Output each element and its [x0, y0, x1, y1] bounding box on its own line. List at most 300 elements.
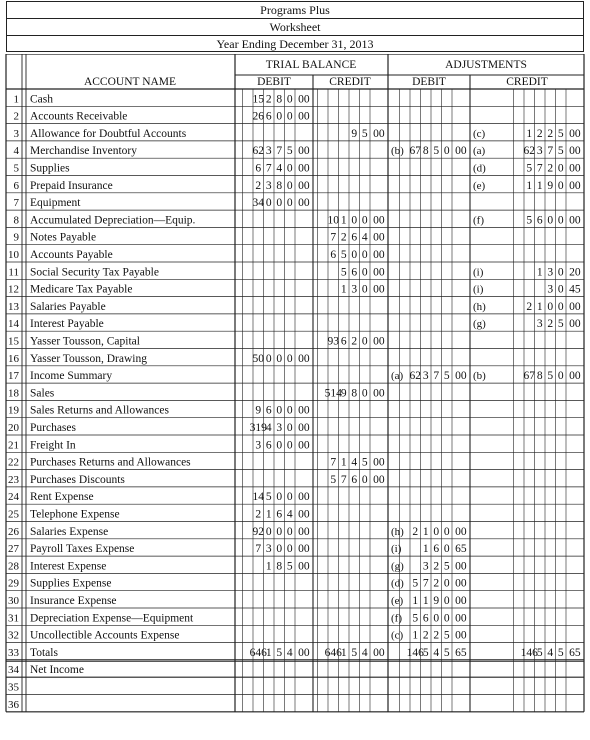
- tb-debit-cents: 00: [298, 162, 310, 175]
- tb-debit-digit: 0: [286, 543, 293, 556]
- adj-debit-cents: 00: [455, 577, 467, 590]
- account-name: Medicare Tax Payable: [30, 283, 133, 296]
- tb-debit-digit: 8: [276, 560, 283, 573]
- adj-credit-adj-label: (i): [473, 283, 484, 296]
- adj-debit-digit: 8: [422, 145, 429, 158]
- adj-credit-cents: 20: [569, 266, 581, 279]
- adj-credit-digit: 9: [547, 179, 554, 192]
- row-number: 28: [8, 560, 19, 573]
- tb-debit-digit: 1: [265, 646, 272, 659]
- account-name: Sales: [30, 387, 55, 400]
- tb-debit-digit: 0: [286, 422, 293, 434]
- adj-credit-digit: 1: [526, 179, 533, 192]
- tb-debit-digit: 0: [286, 525, 293, 538]
- tb-debit-digit: 1: [265, 508, 272, 521]
- row-number: 32: [8, 629, 19, 642]
- adj-credit-adj-label: (a): [473, 145, 486, 158]
- tb-credit-digit: 7: [330, 456, 337, 469]
- tb-debit-digit: 319: [249, 422, 267, 434]
- adj-debit-digit: 2: [433, 629, 440, 642]
- tb-credit-digit: 0: [361, 266, 368, 279]
- account-name: Yasser Tousson, Drawing: [30, 352, 147, 365]
- tb-debit-digit: 14: [252, 491, 264, 504]
- adj-credit-digit: 5: [526, 214, 533, 227]
- tb-debit-digit: 4: [286, 508, 293, 521]
- tb-credit-digit: 93: [327, 335, 339, 348]
- tb-debit-cents: 00: [298, 93, 310, 106]
- adj-debit-digit: 0: [443, 543, 450, 556]
- period-line: Year Ending December 31, 2013: [6, 35, 584, 52]
- adj-debit-cents: 00: [455, 629, 467, 642]
- row-number: 29: [8, 577, 19, 590]
- adj-debit-digit: 2: [433, 577, 440, 590]
- adj-credit-digit: 5: [557, 127, 564, 140]
- adj-debit-cents: 65: [455, 646, 467, 659]
- tb-debit-digit: 0: [276, 197, 283, 210]
- account-name: Depreciation Expense—Equipment: [30, 612, 194, 625]
- row-number: 27: [8, 543, 19, 556]
- adj-debit-digit: 3: [422, 560, 429, 573]
- tb-debit-cents: 00: [298, 525, 310, 538]
- tb-credit-digit: 1: [340, 283, 347, 296]
- adj-debit-digit: 146: [406, 646, 424, 659]
- account-name: Uncollectible Accounts Expense: [30, 629, 180, 642]
- tb-debit-digit: 5: [276, 646, 283, 659]
- row-number: 1: [13, 93, 19, 106]
- row-number: 6: [13, 179, 19, 192]
- tb-debit-cents: 00: [298, 491, 310, 504]
- adj-credit-cents: 65: [569, 646, 581, 659]
- adj-credit-adj-label: (e): [473, 179, 486, 192]
- tb-debit-digit: 4: [265, 422, 272, 434]
- tb-credit-digit: 2: [340, 231, 347, 244]
- adj-debit-adj-label: (d): [391, 577, 404, 590]
- tb-debit-digit: 0: [276, 439, 283, 452]
- tb-debit-digit: 0: [286, 491, 293, 504]
- row-number: 14: [8, 318, 19, 331]
- tb-credit-digit: 4: [361, 231, 368, 244]
- row-number: 26: [8, 525, 19, 538]
- row-number: 12: [8, 283, 19, 296]
- adj-credit-cents: 00: [569, 127, 581, 140]
- tb-credit-digit: 5: [340, 249, 347, 261]
- tb-credit-digit: 0: [351, 249, 358, 261]
- row-number: 10: [8, 249, 19, 261]
- row-number: 25: [8, 508, 19, 521]
- tb-debit-digit: 8: [276, 93, 283, 106]
- account-name: Accounts Receivable: [30, 110, 128, 123]
- adj-credit-digit: 5: [557, 145, 564, 158]
- adj-credit-digit: 3: [536, 318, 543, 331]
- account-name: Salaries Expense: [30, 525, 109, 538]
- tb-debit-cents: 00: [298, 197, 310, 210]
- tb-credit-cents: 00: [373, 646, 385, 659]
- account-name: Telephone Expense: [30, 508, 120, 521]
- adj-credit-digit: 4: [547, 646, 554, 659]
- row-number: 18: [8, 387, 19, 400]
- tb-debit-digit: 0: [286, 179, 293, 192]
- adj-credit-adj-label: (g): [473, 318, 486, 331]
- row-number: 35: [8, 681, 19, 694]
- row-number: 8: [13, 214, 19, 227]
- account-name: Merchandise Inventory: [30, 145, 137, 158]
- adj-credit-digit: 2: [526, 300, 533, 313]
- tb-debit-digit: 6: [265, 404, 272, 417]
- row-number: 31: [8, 612, 19, 625]
- account-name: Payroll Taxes Expense: [30, 543, 135, 556]
- adj-debit-cents: 65: [455, 543, 467, 556]
- tb-credit-cents: 00: [373, 266, 385, 279]
- worksheet-title: Worksheet: [6, 18, 584, 35]
- tb-credit-cents: 00: [373, 249, 385, 261]
- adj-debit-digit: 7: [433, 370, 440, 383]
- tb-debit-digit: 5: [286, 560, 293, 573]
- adj-debit-digit: 62: [409, 370, 421, 383]
- adj-credit-digit: 0: [557, 300, 564, 313]
- trial-balance-header: TRIAL BALANCE: [265, 59, 357, 71]
- tb-debit-digit: 0: [286, 352, 293, 365]
- tb-debit-digit: 0: [276, 491, 283, 504]
- adj-credit-digit: 0: [547, 300, 554, 313]
- adj-credit-adj-label: (b): [473, 370, 486, 383]
- adj-debit-digit: 2: [433, 560, 440, 573]
- adj-credit-digit: 8: [536, 370, 543, 383]
- row-number: 2: [13, 110, 19, 123]
- tb-debit-digit: 0: [276, 110, 283, 123]
- row-number: 11: [8, 266, 19, 279]
- tb-debit-digit: 6: [265, 439, 272, 452]
- tb-debit-digit: 6: [255, 162, 262, 175]
- adj-credit-cents: 00: [569, 370, 581, 383]
- adj-debit-digit: 1: [422, 595, 429, 607]
- tb-credit-digit: 5: [340, 266, 347, 279]
- adj-credit-digit: 67: [523, 370, 535, 383]
- tb-debit-digit: 2: [265, 93, 272, 106]
- tb-debit-digit: 2: [255, 179, 262, 192]
- adj-credit-digit: 7: [536, 162, 543, 175]
- account-name: Purchases Returns and Allowances: [30, 456, 191, 469]
- adj-credit-digit: 7: [547, 145, 554, 158]
- adj-credit-digit: 2: [536, 127, 543, 140]
- adj-debit-digit: 5: [412, 577, 419, 590]
- adj-debit-adj-label: (a): [391, 370, 404, 383]
- adj-debit-adj-label: (c): [391, 629, 404, 642]
- tb-debit-digit: 0: [286, 110, 293, 123]
- tb-debit-digit: 4: [276, 162, 283, 175]
- tb-credit-digit: 5: [351, 646, 358, 659]
- tb-debit-digit: 0: [286, 162, 293, 175]
- tb-debit-digit: 0: [286, 404, 293, 417]
- tb-credit-digit: 5: [361, 127, 368, 140]
- adj-debit-digit: 5: [443, 646, 450, 659]
- worksheet-grid: [0, 54, 590, 738]
- tb-debit-cents: 00: [298, 646, 310, 659]
- adj-credit-digit: 5: [536, 646, 543, 659]
- adj-debit-digit: 1: [422, 525, 429, 538]
- tb-credit-digit: 0: [361, 214, 368, 227]
- adj-credit-digit: 3: [547, 283, 554, 296]
- adj-debit-digit: 0: [443, 577, 450, 590]
- tb-credit-cents: 00: [373, 456, 385, 469]
- tb-credit-digit: 3: [351, 283, 358, 296]
- tb-credit-digit: 6: [351, 266, 358, 279]
- tb-debit-cents: 00: [298, 422, 310, 434]
- tb-credit-digit: 1: [340, 456, 347, 469]
- adj-debit-digit: 5: [443, 560, 450, 573]
- tb-debit-digit: 50: [252, 352, 264, 365]
- tb-debit-digit: 0: [265, 525, 272, 538]
- adj-debit-digit: 0: [433, 525, 440, 538]
- tb-debit-digit: 8: [276, 179, 283, 192]
- tb-debit-cents: 00: [298, 439, 310, 452]
- adj-debit-digit: 2: [412, 525, 419, 538]
- adj-credit-digit: 1: [526, 127, 533, 140]
- adj-credit-adj-label: (h): [473, 300, 486, 313]
- adj-debit-digit: 1: [412, 629, 419, 642]
- tb-debit-digit: 2: [255, 508, 262, 521]
- adj-credit-digit: 146: [520, 646, 538, 659]
- account-name: Insurance Expense: [30, 595, 117, 607]
- tb-credit-cents: 00: [373, 387, 385, 400]
- tb-credit-digit: 0: [361, 335, 368, 348]
- adj-credit-digit: 0: [557, 266, 564, 279]
- adj-debit-digit: 9: [433, 595, 440, 607]
- adj-credit-adj-label: (c): [473, 127, 486, 140]
- row-number: 13: [8, 300, 19, 313]
- tb-credit-digit: 10: [327, 214, 339, 227]
- tb-debit-digit: 0: [286, 93, 293, 106]
- adj-credit-cents: 00: [569, 300, 581, 313]
- adj-debit-digit: 0: [443, 595, 450, 607]
- tb-credit-cents: 00: [373, 283, 385, 296]
- tb-debit-digit: 92: [252, 525, 264, 538]
- adj-debit-adj-label: (e): [391, 595, 404, 607]
- account-name: Purchases: [30, 422, 76, 434]
- tb-credit-digit: 2: [351, 335, 358, 348]
- adj-debit-header: DEBIT: [412, 76, 446, 88]
- row-number: 24: [8, 491, 19, 504]
- tb-debit-digit: 0: [276, 543, 283, 556]
- adj-credit-digit: 0: [557, 162, 564, 175]
- tb-debit-digit: 5: [265, 491, 272, 504]
- tb-debit-cents: 00: [298, 508, 310, 521]
- row-number: 9: [13, 231, 19, 244]
- tb-credit-digit: 4: [351, 456, 358, 469]
- adj-debit-cents: 00: [455, 560, 467, 573]
- adj-credit-digit: 5: [547, 370, 554, 383]
- account-name: Yasser Tousson, Capital: [30, 335, 140, 348]
- adj-debit-digit: 1: [422, 543, 429, 556]
- tb-debit-digit: 0: [265, 197, 272, 210]
- adj-debit-adj-label: (g): [391, 560, 404, 573]
- account-name: Purchases Discounts: [30, 473, 125, 486]
- tb-credit-cents: 00: [373, 214, 385, 227]
- adj-credit-digit: 62: [523, 145, 535, 158]
- account-name: Supplies: [30, 162, 70, 175]
- tb-credit-digit: 7: [330, 231, 337, 244]
- tb-debit-digit: 0: [286, 197, 293, 210]
- adj-debit-digit: 67: [409, 145, 421, 158]
- tb-debit-digit: 5: [286, 145, 293, 158]
- account-name: Interest Expense: [30, 560, 107, 573]
- adj-debit-cents: 00: [455, 145, 467, 158]
- adj-credit-adj-label: (d): [473, 162, 486, 175]
- account-name: Income Summary: [30, 370, 113, 383]
- adj-credit-digit: 1: [536, 179, 543, 192]
- account-name: Supplies Expense: [30, 577, 112, 590]
- row-number: 21: [8, 439, 19, 452]
- tb-credit-digit: 6: [351, 473, 358, 486]
- adj-credit-adj-label: (i): [473, 266, 484, 279]
- tb-credit-digit: 0: [361, 473, 368, 486]
- tb-debit-digit: 0: [276, 352, 283, 365]
- adj-credit-header: CREDIT: [506, 76, 548, 88]
- adj-credit-digit: 5: [557, 646, 564, 659]
- tb-credit-digit: 0: [361, 283, 368, 296]
- row-number: 22: [8, 456, 19, 469]
- tb-debit-cents: 00: [298, 404, 310, 417]
- tb-debit-digit: 7: [255, 543, 262, 556]
- tb-credit-digit: 5: [330, 473, 337, 486]
- adj-debit-digit: 0: [443, 145, 450, 158]
- adj-credit-digit: 5: [557, 318, 564, 331]
- tb-debit-digit: 62: [252, 145, 264, 158]
- adj-debit-adj-label: (i): [391, 543, 402, 556]
- tb-debit-cents: 00: [298, 352, 310, 365]
- tb-debit-digit: 3: [265, 543, 272, 556]
- tb-debit-digit: 4: [286, 646, 293, 659]
- adj-debit-cents: 00: [455, 612, 467, 625]
- adj-credit-digit: 1: [536, 300, 543, 313]
- adj-debit-digit: 4: [433, 646, 440, 659]
- adj-credit-digit: 0: [557, 214, 564, 227]
- account-name: Salaries Payable: [30, 300, 106, 313]
- tb-credit-digit: 1: [340, 214, 347, 227]
- row-number: 34: [8, 664, 19, 677]
- tb-credit-cents: 00: [373, 231, 385, 244]
- tb-debit-digit: 15: [252, 93, 264, 106]
- adj-credit-digit: 0: [547, 214, 554, 227]
- tb-credit-digit: 0: [361, 387, 368, 400]
- tb-credit-digit: 5: [361, 456, 368, 469]
- adj-debit-cents: 00: [455, 525, 467, 538]
- adjustments-header: ADJUSTMENTS: [445, 59, 527, 71]
- tb-credit-digit: 646: [324, 646, 342, 659]
- row-number: 16: [8, 352, 19, 365]
- tb-debit-cents: 00: [298, 560, 310, 573]
- row-number: 3: [13, 127, 19, 140]
- adj-credit-digit: 3: [536, 145, 543, 158]
- adj-debit-adj-label: (h): [391, 525, 404, 538]
- adj-debit-digit: 5: [443, 629, 450, 642]
- tb-debit-cents: 00: [298, 543, 310, 556]
- row-number: 20: [8, 422, 19, 434]
- account-name: Net Income: [30, 664, 84, 677]
- adj-credit-digit: 5: [526, 162, 533, 175]
- adj-debit-adj-label: (b): [391, 145, 404, 158]
- tb-credit-digit: 0: [361, 249, 368, 261]
- adj-credit-cents: 00: [569, 179, 581, 192]
- account-name: Equipment: [30, 197, 81, 210]
- adj-credit-digit: 3: [547, 266, 554, 279]
- tb-credit-digit: 9: [340, 387, 347, 400]
- adj-debit-digit: 0: [443, 612, 450, 625]
- tb-debit-cents: 00: [298, 179, 310, 192]
- adj-credit-digit: 0: [557, 179, 564, 192]
- account-name: Interest Payable: [30, 318, 104, 331]
- adj-debit-digit: 5: [412, 612, 419, 625]
- account-name: Freight In: [30, 439, 76, 452]
- tb-credit-digit: 1: [340, 646, 347, 659]
- tb-debit-digit: 3: [276, 422, 283, 434]
- row-number: 33: [8, 646, 19, 659]
- adj-credit-digit: 2: [547, 127, 554, 140]
- tb-debit-digit: 0: [286, 439, 293, 452]
- adj-debit-digit: 3: [422, 370, 429, 383]
- adj-credit-cents: 45: [569, 283, 581, 296]
- row-number: 17: [8, 370, 19, 383]
- account-name: Accumulated Depreciation—Equip.: [30, 214, 196, 227]
- tb-credit-digit: 6: [351, 231, 358, 244]
- adj-credit-adj-label: (f): [473, 214, 484, 227]
- adj-credit-digit: 6: [536, 214, 543, 227]
- adj-credit-cents: 00: [569, 162, 581, 175]
- adj-debit-digit: 7: [422, 577, 429, 590]
- tb-debit-header: DEBIT: [257, 76, 291, 88]
- row-number: 7: [13, 197, 19, 210]
- adj-debit-digit: 0: [433, 612, 440, 625]
- adj-credit-cents: 00: [569, 318, 581, 331]
- adj-debit-digit: 0: [443, 525, 450, 538]
- company-name: Programs Plus: [6, 1, 584, 18]
- tb-debit-digit: 1: [265, 560, 272, 573]
- row-number: 36: [8, 698, 19, 711]
- tb-credit-cents: 00: [373, 335, 385, 348]
- tb-debit-digit: 34: [252, 197, 264, 210]
- account-name: Totals: [30, 646, 58, 659]
- adj-credit-cents: 00: [569, 145, 581, 158]
- tb-credit-cents: 00: [373, 127, 385, 140]
- tb-debit-digit: 7: [265, 162, 272, 175]
- adj-credit-cents: 00: [569, 214, 581, 227]
- account-name: Social Security Tax Payable: [30, 266, 159, 279]
- account-name: Prepaid Insurance: [30, 179, 113, 192]
- adj-debit-digit: 2: [422, 629, 429, 642]
- tb-debit-digit: 26: [252, 110, 264, 123]
- account-name-header: ACCOUNT NAME: [83, 76, 177, 88]
- account-name: Allowance for Doubtful Accounts: [30, 127, 187, 140]
- tb-credit-digit: 7: [340, 473, 347, 486]
- adj-debit-digit: 1: [412, 595, 419, 607]
- row-number: 30: [8, 595, 19, 607]
- tb-debit-digit: 9: [255, 404, 262, 417]
- adj-debit-digit: 6: [422, 612, 429, 625]
- tb-credit-digit: 6: [340, 335, 347, 348]
- tb-debit-cents: 00: [298, 145, 310, 158]
- tb-debit-digit: 3: [265, 145, 272, 158]
- adj-credit-digit: 1: [536, 266, 543, 279]
- row-number: 5: [13, 162, 19, 175]
- row-number: 15: [8, 335, 19, 348]
- row-number: 4: [13, 145, 19, 158]
- adj-debit-cents: 00: [455, 595, 467, 607]
- tb-debit-digit: 0: [265, 352, 272, 365]
- account-name: Cash: [30, 93, 53, 106]
- tb-debit-digit: 7: [276, 145, 283, 158]
- adj-credit-digit: 2: [547, 318, 554, 331]
- adj-debit-digit: 5: [433, 145, 440, 158]
- tb-credit-cents: 00: [373, 473, 385, 486]
